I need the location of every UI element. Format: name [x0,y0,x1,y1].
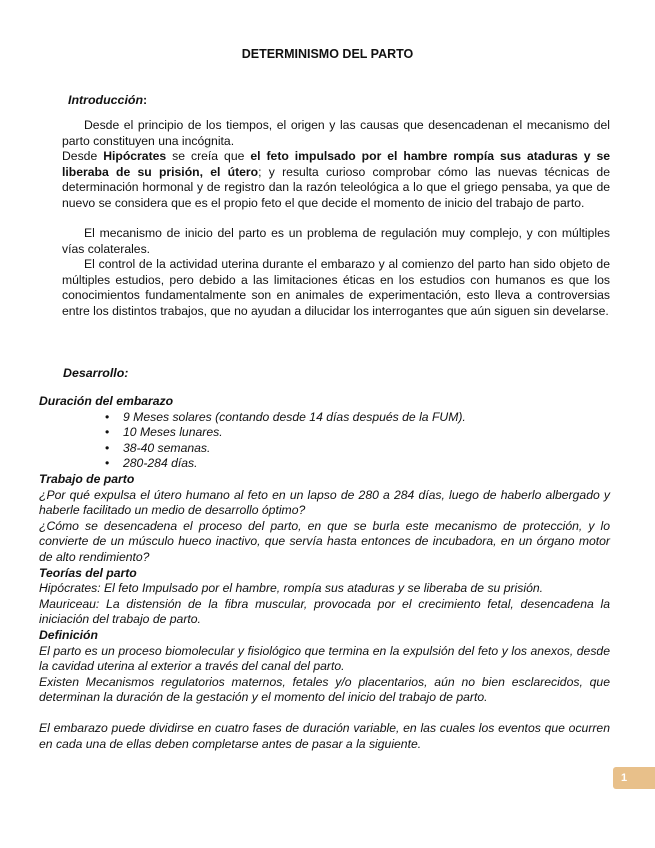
labor-question-2: ¿Cómo se desencadena el proceso del parto, en que se burla este mecanismo de protección, y lo convierte de un músculo hueco inactivo, que servía hasta entonces de incubadora, en un órgano motor de alto rendimiento? [39,518,610,564]
definition-heading: Definición [39,627,98,642]
labor-question-1: ¿Por qué expulsa el útero humano al feto en un lapso de 280 a 284 días, luego de haberlo albergado y haberle facilitado un medio de desarrollo óptimo? [39,487,610,518]
list-item: • 280-284 días. [39,456,610,472]
list-item: • 38-40 semanas. [39,441,610,457]
development-section [39,394,610,753]
intro-heading-colon: : [143,93,148,107]
p2-part-e: ; y resulta curioso comprobar cómo las nuevas técnicas de determinación hormonal y de registro dan la razón teleológica a lo que el griego pensaba, ya que de nuevo se considera que es el propio feto el que decide el momento de inicio del trabajo de parto. [62,164,610,210]
blank-line [39,706,610,722]
definition-paragraph-1: El parto es un proceso biomolecular y fisiológico que termina en la expulsión del feto y los anexos, desde la cavidad uterina al exterior a través del canal del parto. [39,643,610,674]
theory-hipocrates: Hipócrates: El feto Impulsado por el hambre, rompía sus ataduras y se liberaba de su prisión. [39,581,544,596]
intro-paragraph-4: El control de la actividad uterina durante el embarazo y al comienzo del parto han sido objeto de múltiples estudios, pero debido a las limitaciones éticas en los estudios con humanos es que los conocimientos fundamentalmente son en animales de experimentación, esto lleva a controversias entre los distintos trabajos, que no ayudan a dilucidar los interrogantes que aún siguen sin develarse. [62,257,610,318]
development-heading: Desarrollo: [63,366,129,380]
page-number-badge: 1 [613,767,655,789]
theories-heading: Teorías del parto [39,565,137,580]
intro-paragraph-3: El mecanismo de inicio del parto es un problema de regulación muy complejo, y con múltiples vías colaterales. [62,226,610,256]
p2-part-c: se creía que [166,149,251,163]
list-item: • 10 Meses lunares. [39,425,610,441]
list-item: • 9 Meses solares (contando desde 14 días después de la FUM). [39,410,610,426]
p2-hipocrates: Hipócrates [103,149,167,163]
duration-heading: Duración del embarazo [39,394,174,408]
definition-paragraph-2: Existen Mecanismos regulatorios maternos, fetales y/o placentarios, aún no bien esclarecidos, que determinan la duración de la gestación y el momento del inicio del trabajo de parto. [39,674,610,705]
intro-paragraph-2 [62,149,610,211]
intro-paragraph-1: Desde el principio de los tiempos, el origen y las causas que desencadenan el mecanismo del parto constituyen una incógnita. [62,118,610,148]
duration-list [39,410,610,472]
labor-heading: Trabajo de parto [39,471,135,486]
document-title: DETERMINISMO DEL PARTO [241,47,414,61]
phases-paragraph: El embarazo puede dividirse en cuatro fases de duración variable, en las cuales los eventos que ocurren en cada una de ellas deben completarse antes de pasar a la siguiente. [39,721,610,752]
p2-bold-quote: el feto impulsado por el hambre rompía sus ataduras y se liberaba de su prisión, el útero [62,149,610,179]
intro-heading [68,93,147,107]
p2-part-a: Desde [62,149,104,163]
theory-mauriceau: Mauriceau: La distensión de la fibra muscular, provocada por el crecimiento fetal, desencadena la iniciación del trabajo de parto. [39,596,610,627]
intro-heading-text: Introducción [68,93,144,107]
